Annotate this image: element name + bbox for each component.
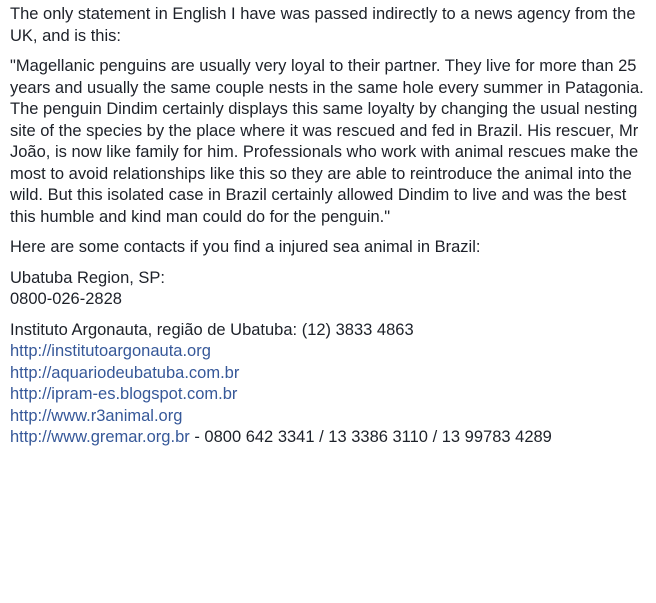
region-label: Ubatuba Region, SP: [10,268,166,287]
link-institutoargonauta[interactable]: http://institutoargonauta.org [10,342,211,360]
institute-line: Instituto Argonauta, região de Ubatuba: (12) 3833 4863 [10,320,414,339]
region-block [10,268,646,311]
gremar-phones: - 0800 642 3341 / 13 3386 3110 / 13 99783 4289 [189,428,552,446]
quote-paragraph: "Magellanic penguins are usually very loyal to their partner. They live for more than 25 years and usually the same couple nests in the same hole every summer in Patagonia. The penguin Dindim certainly displays this same loyalty by changing the usual nesting site of the species by the place where it was rescued and fed in Brazil. His rescuer, Mr João, is now like family for him. Professionals who work with animal rescues make the most to avoid relationships like this so they are able to reintroduce the animal into the wild. But this isolated case in Brazil certainly allowed Dindim to live and was the best this humble and kind man could do for the penguin." [10,57,644,226]
link-aquariodeubatuba[interactable]: http://aquariodeubatuba.com.br [10,363,240,382]
link-gremar[interactable]: http://www.gremar.org.br [10,428,190,446]
contacts-list [10,320,646,449]
post-body [10,4,646,449]
region-phone: 0800-026-2828 [10,290,122,308]
contacts-intro: Here are some contacts if you find a injured sea animal in Brazil: [10,238,481,256]
intro-paragraph: The only statement in English I have was passed indirectly to a news agency from the UK, and is this: [10,5,636,45]
link-ipram[interactable]: http://ipram-es.blogspot.com.br [10,385,238,403]
gremar-row [10,427,646,449]
link-r3animal[interactable]: http://www.r3animal.org [10,406,183,425]
